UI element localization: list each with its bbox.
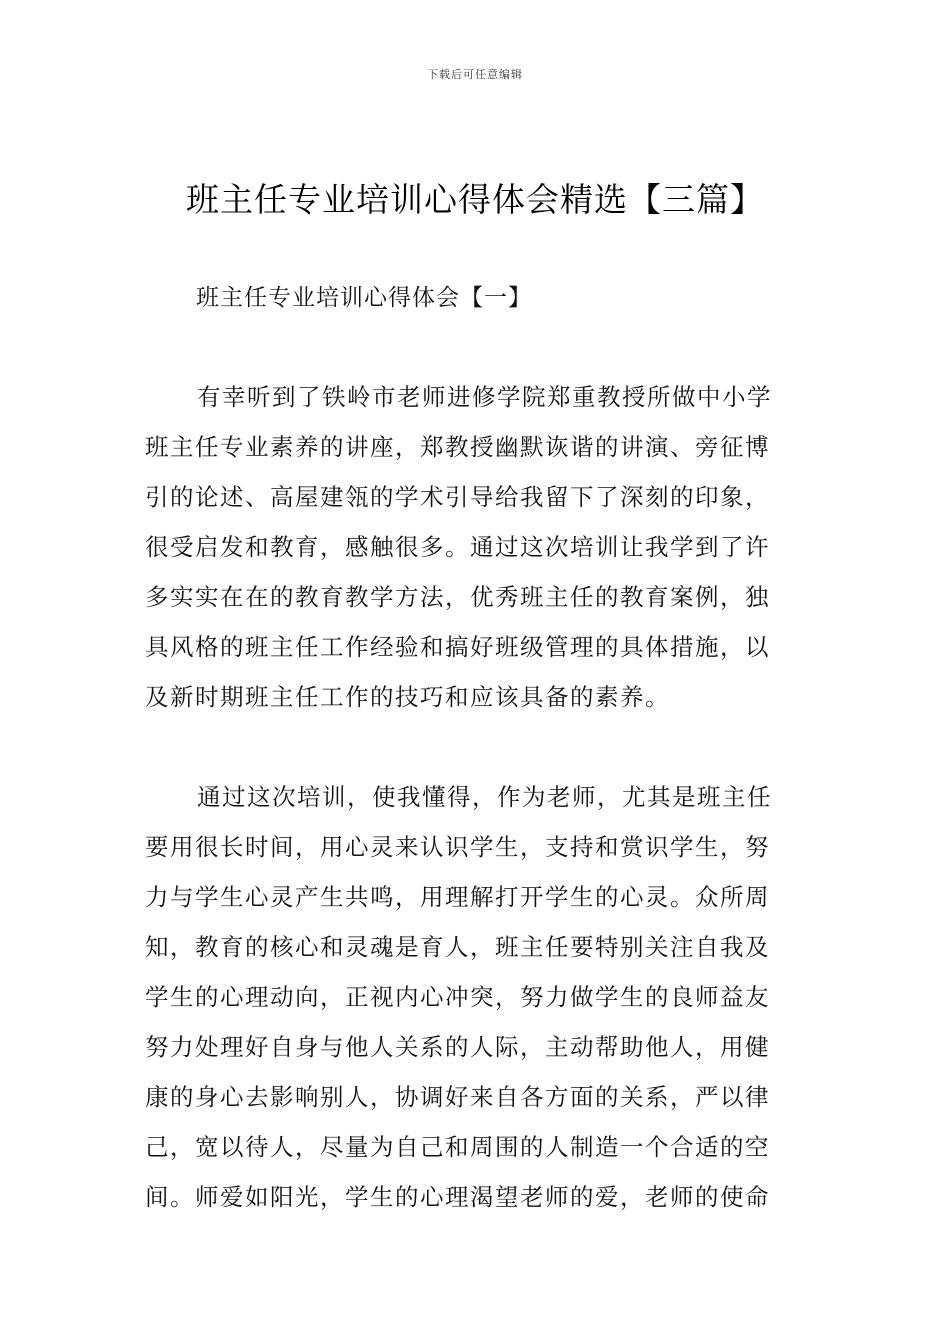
paragraph-line: 学生的心理动向，正视内心冲突，努力做学生的良师益友 [145, 983, 770, 1011]
paragraph-line: 具风格的班主任工作经验和搞好班级管理的具体措施，以 [145, 633, 770, 661]
paragraph-line: 通过这次培训，使我懂得，作为老师，尤其是班主任 [197, 783, 772, 811]
paragraph-line: 多实实在在的教育教学方法，优秀班主任的教育案例，独 [145, 583, 770, 611]
paragraph-line: 知，教育的核心和灵魂是育人，班主任要特别关注自我及 [145, 933, 770, 961]
paragraph-line: 力与学生心灵产生共鸣，用理解打开学生的心灵。众所周 [145, 883, 770, 911]
paragraph-line: 间。师爱如阳光，学生的心理渴望老师的爱，老师的使命 [145, 1183, 770, 1211]
paragraph-line: 班主任专业素养的讲座，郑教授幽默诙谐的讲演、旁征博 [145, 433, 770, 461]
header-note: 下载后可任意编辑 [427, 68, 523, 81]
paragraph-line: 己，宽以待人，尽量为自己和周围的人制造一个合适的空 [145, 1133, 770, 1161]
paragraph-line: 很受启发和教育，感触很多。通过这次培训让我学到了许 [145, 533, 770, 561]
paragraph-line: 努力处理好自身与他人关系的人际，主动帮助他人，用健 [145, 1033, 770, 1061]
paragraph-line: 要用很长时间，用心灵来认识学生，支持和赏识学生，努 [145, 833, 770, 861]
paragraph-line: 有幸听到了铁岭市老师进修学院郑重教授所做中小学 [197, 383, 772, 411]
paragraph-2 [145, 772, 807, 1232]
paragraph-line: 康的身心去影响别人，协调好来自各方面的关系，严以律 [145, 1083, 770, 1111]
paragraph-line: 引的论述、高屋建瓴的学术引导给我留下了深刻的印象， [145, 483, 770, 511]
document-title: 班主任专业培训心得体会精选【三篇】 [186, 180, 764, 219]
paragraph-line: 及新时期班主任工作的技巧和应该具备的素养。 [145, 683, 670, 711]
section-heading: 班主任专业培训心得体会【一】 [196, 285, 532, 311]
paragraph-1 [145, 372, 807, 722]
